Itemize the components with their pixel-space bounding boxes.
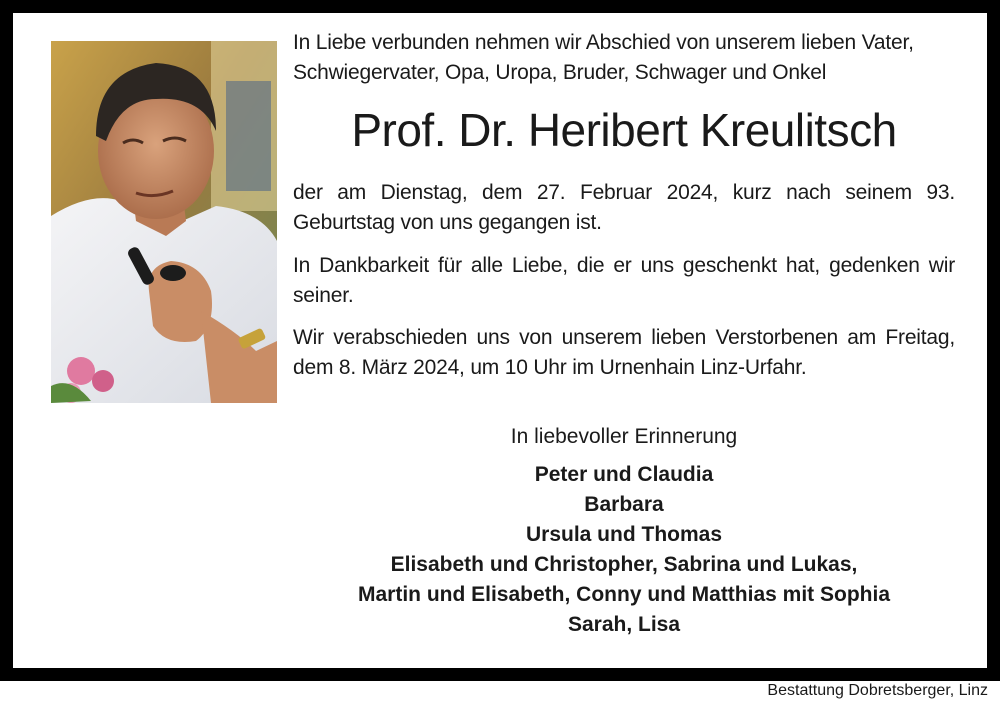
family-member-line: Martin und Elisabeth, Conny und Matthias mit Sophia	[357, 583, 890, 606]
funeral-text: Wir verabschieden uns von unserem lieben Verstorbenen am Freitag, dem 8. März 2024, um 10 Uhr im Urnenhain Linz-Urfahr.	[293, 326, 955, 379]
family-member-line: Barbara	[584, 493, 664, 516]
portrait-photo	[51, 41, 277, 403]
family-member-line: Sarah, Lisa	[567, 613, 681, 636]
gratitude-text: In Dankbarkeit für alle Liebe, die er uns geschenkt hat, gedenken wir seiner.	[293, 254, 955, 307]
family-member-line: Elisabeth und Christopher, Sabrina und Lukas,	[390, 553, 858, 576]
deceased-name: Prof. Dr. Heribert Kreulitsch	[351, 104, 897, 156]
death-text: der am Dienstag, dem 27. Februar 2024, kurz nach seinem 93. Geburtstag von uns gegangen ist.	[293, 181, 955, 234]
funeral-home-credit: Bestattung Dobretsberger, Linz	[767, 682, 988, 699]
family-member-line: Ursula und Thomas	[525, 523, 723, 546]
intro-text: In Liebe verbunden nehmen wir Abschied von unserem lieben Vater, Schwiegervater, Opa, Uropa, Bruder, Schwager und Onkel	[293, 31, 914, 84]
family-list	[293, 460, 955, 640]
closing-line: In liebevoller Erinnerung	[510, 425, 738, 448]
notice-text	[293, 28, 955, 395]
family-member-line: Peter und Claudia	[534, 463, 714, 486]
